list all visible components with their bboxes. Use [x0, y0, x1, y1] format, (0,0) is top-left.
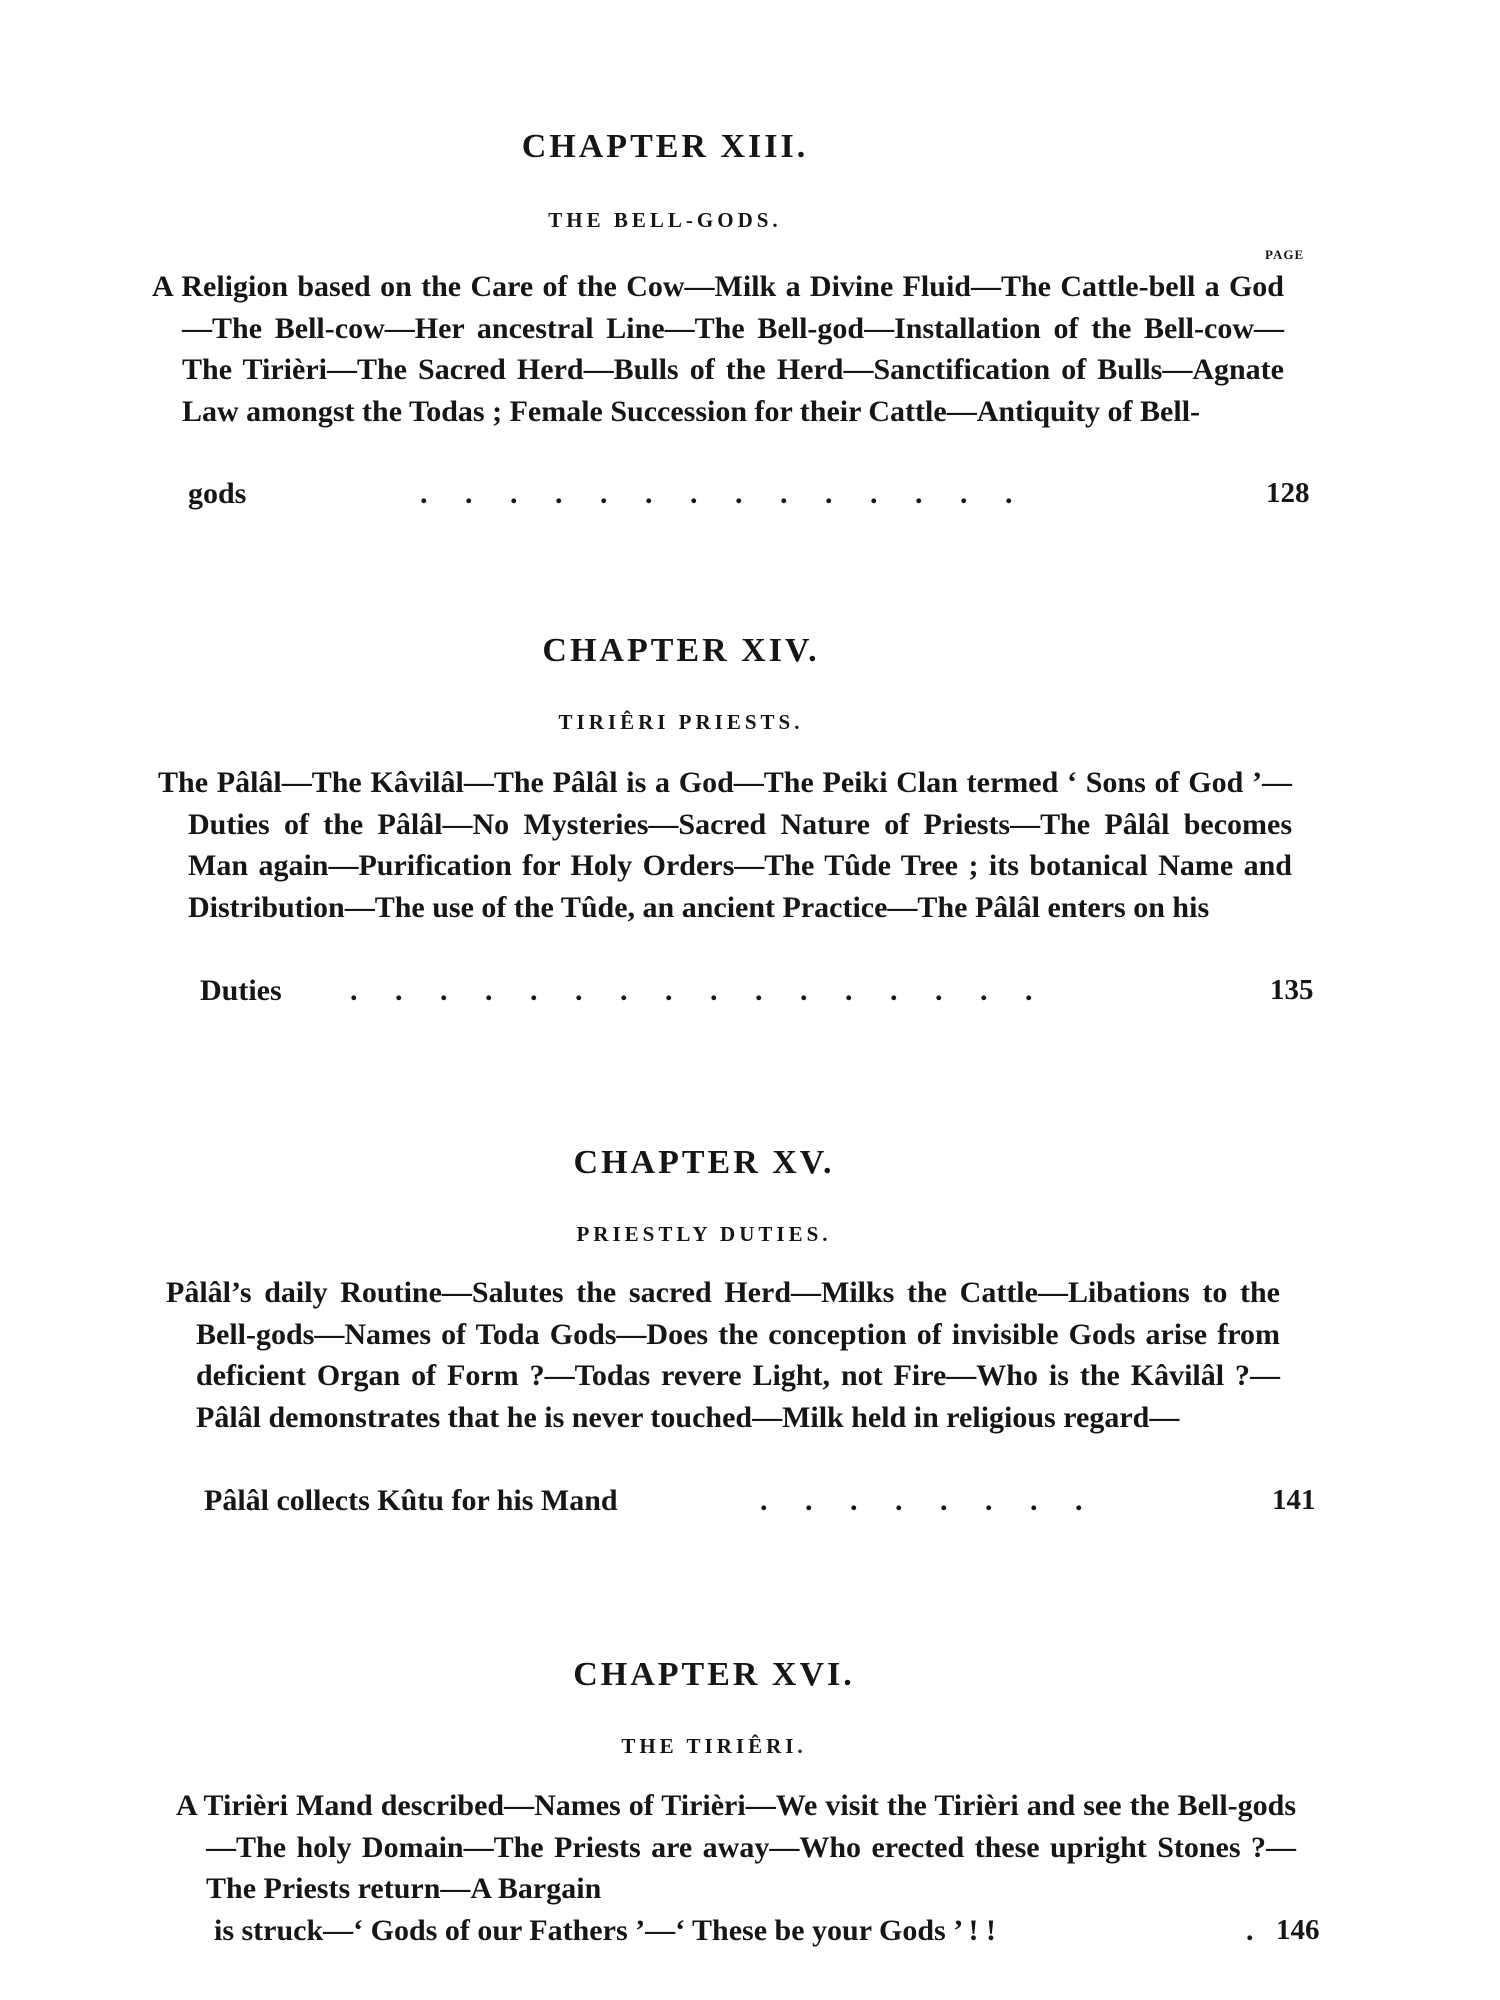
chapter-title: CHAPTER XIII. — [521, 128, 809, 165]
chapter-subtitle: TIRIÊRI PRIESTS. — [558, 710, 804, 734]
summary-last-line: gods — [188, 477, 247, 510]
page-column-label: PAGE — [1265, 247, 1305, 262]
chapter-title: CHAPTER XV. — [573, 1144, 835, 1181]
chapter-title: CHAPTER XVI. — [573, 1656, 855, 1693]
chapter-subtitle: THE TIRIÊRI. — [621, 1734, 807, 1758]
chapter-summary: A Religion based on the Care of the Cow—Milk a Divine Fluid—The Cattle-bell a God—The Bell-cow—Her ancestral Line—The Bell-god—Installation of the Bell-cow—The Tirièri—The Sacred Herd—Bulls of the Herd—Sanctification of Bulls—Agnate Law amongst the Todas ; Female Succession for their Cattle—Antiquity of Bell- — [152, 270, 1284, 428]
chapter-summary: Pâlâl’s daily Routine—Salutes the sacred Herd—Milks the Cattle—Libations to the Bell-gods—Names of Toda Gods—Does the conception of invisible Gods arise from deficient Organ of Form ?—Todas revere Light, not Fire—Who is the Kâvilâl ?—Pâlâl demonstrates that he is never touched—Milk held in religious regard— — [166, 1276, 1280, 1434]
page-number: 128 — [1266, 477, 1310, 509]
dot-leader: . . . . . . . . . . . . . . — [420, 477, 1013, 510]
summary-last-line: Duties — [200, 974, 282, 1007]
chapter-title: CHAPTER XIV. — [542, 632, 820, 669]
summary-last-line: is struck—‘ Gods of our Fathers ’—‘ These be your Gods ’ ! ! — [214, 1914, 996, 1947]
dot-leader: . — [1246, 1914, 1254, 1947]
chapter-summary: A Tirièri Mand described—Names of Tirièri—We visit the Tirièri and see the Bell-gods—The holy Domain—The Priests are away—Who erected these upright Stones ?—The Priests return—A Bargain — [176, 1789, 1296, 1905]
dot-leader: . . . . . . . . — [760, 1484, 1083, 1517]
chapter-subtitle: PRIESTLY DUTIES. — [576, 1222, 832, 1246]
chapter-summary: The Pâlâl—The Kâvilâl—The Pâlâl is a God—The Peiki Clan termed ‘ Sons of God ’—Duties of the Pâlâl—No Mysteries—Sacred Nature of Priests—The Pâlâl becomes Man again—Purification for Holy Orders—The Tûde Tree ; its botanical Name and Distribution—The use of the Tûde, an ancient Practice—The Pâlâl enters on his — [158, 766, 1292, 924]
page-number: 146 — [1276, 1914, 1320, 1946]
summary-last-line: Pâlâl collects Kûtu for his Mand — [204, 1484, 618, 1517]
dot-leader: . . . . . . . . . . . . . . . . — [350, 974, 1033, 1007]
page-number: 135 — [1270, 974, 1314, 1006]
chapter-subtitle: THE BELL-GODS. — [548, 208, 782, 232]
page-number: 141 — [1272, 1484, 1316, 1516]
